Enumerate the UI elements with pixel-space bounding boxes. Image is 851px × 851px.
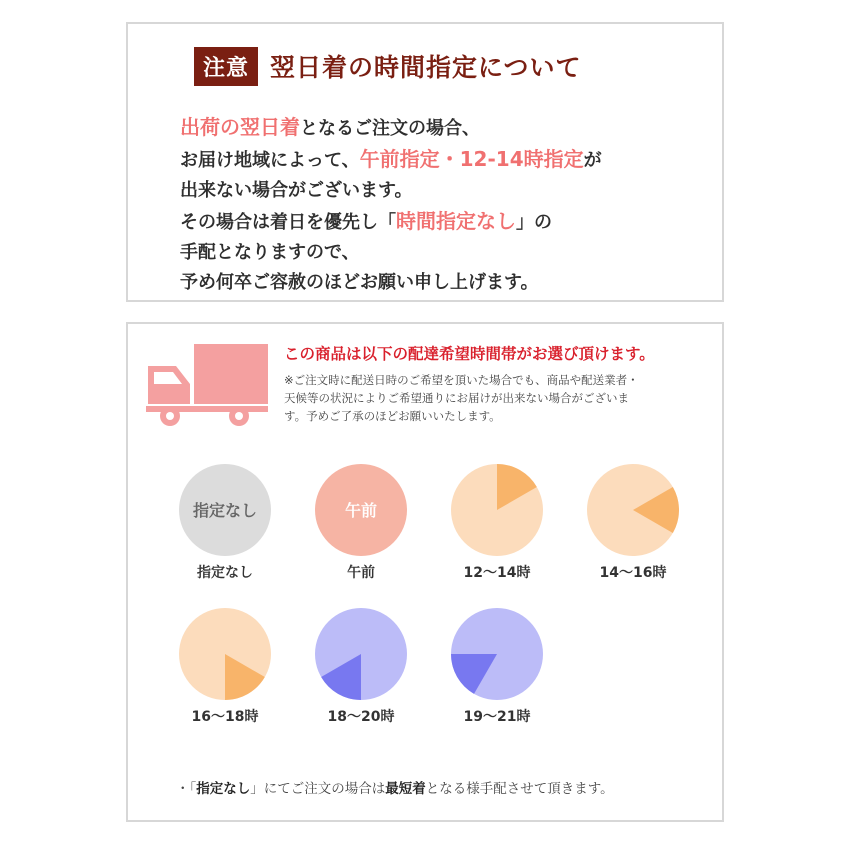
clock-icon: [315, 608, 407, 700]
time-slot-label: 14〜16時: [599, 565, 667, 581]
notice-line: [180, 206, 602, 238]
clock-icon: [179, 608, 271, 700]
clock-icon: [587, 464, 679, 556]
notice-line: [180, 144, 602, 176]
delivery-note-line: ※ご注文時に配送日時のご希望を頂いた場合でも、商品や配送業者・: [284, 373, 639, 387]
morning-badge-icon: [315, 464, 407, 556]
time-slot-label: 18〜20時: [327, 709, 395, 725]
notice-text: お届け地域によって、: [180, 150, 360, 171]
time-slot-label: 16〜18時: [191, 709, 259, 725]
time-slot-option: [170, 608, 280, 726]
notice-text: 」の: [516, 212, 552, 233]
notice-badge: 注意: [194, 47, 258, 86]
notice-text: その場合は着日を優先し「: [180, 212, 396, 233]
unspecified-badge-icon: [179, 464, 271, 556]
notice-line: [180, 176, 602, 206]
time-slot-option: [442, 464, 552, 582]
time-designation-notice-panel: [126, 22, 724, 302]
time-slot-label: 午前: [347, 565, 375, 581]
delivery-time-panel: [126, 322, 724, 822]
notice-line: [180, 268, 602, 298]
time-slot-label: 指定なし: [197, 565, 253, 581]
time-slot-label: 19〜21時: [463, 709, 531, 725]
clock-icon: [451, 608, 543, 700]
footer-emphasis: 最短着: [385, 781, 426, 797]
delivery-note: [284, 371, 655, 425]
footer-text: 」にてご注文の場合は: [250, 781, 386, 797]
badge-text: 午前: [344, 501, 378, 520]
time-slot-option: [170, 464, 280, 582]
footer-text: ・「: [176, 781, 197, 797]
footer-text: となる様手配させて頂きます。: [425, 781, 614, 797]
notice-title-row: [194, 46, 582, 86]
delivery-heading: この商品は以下の配達希望時間帯がお選び頂けます。: [284, 345, 655, 363]
time-slot-label: 12〜14時: [463, 565, 531, 581]
time-slot-option: [306, 608, 416, 726]
time-slot-option: [578, 464, 688, 582]
notice-title: 翌日着の時間指定について: [270, 53, 582, 82]
time-slot-option: [442, 608, 552, 726]
notice-highlight: 出荷の翌日着: [180, 115, 300, 139]
badge-text: 指定なし: [192, 501, 258, 520]
clock-icon: [451, 464, 543, 556]
notice-text: が: [583, 150, 602, 171]
notice-body: [180, 112, 602, 298]
notice-text: 手配となりますので、: [180, 242, 360, 263]
footer-emphasis: 指定なし: [196, 781, 251, 797]
delivery-note-line: 天候等の状況によりご希望通りにお届けが出来ない場合がございま: [284, 391, 629, 405]
notice-text: 出来ない場合がございます。: [180, 180, 413, 201]
notice-highlight: 時間指定なし: [396, 209, 516, 233]
notice-line: [180, 238, 602, 268]
notice-text: となるご注文の場合、: [300, 118, 480, 139]
footer-note: [176, 777, 614, 797]
time-slot-option: [306, 464, 416, 582]
delivery-note-line: す。予めご了承のほどお願いいたします。: [284, 409, 501, 423]
delivery-info: [284, 342, 655, 425]
notice-text: 予め何卒ご容赦のほどお願い申し上げます。: [180, 272, 539, 293]
notice-line: [180, 112, 602, 144]
truck-icon: [146, 344, 270, 428]
notice-highlight: 午前指定・12-14時指定: [359, 147, 584, 171]
